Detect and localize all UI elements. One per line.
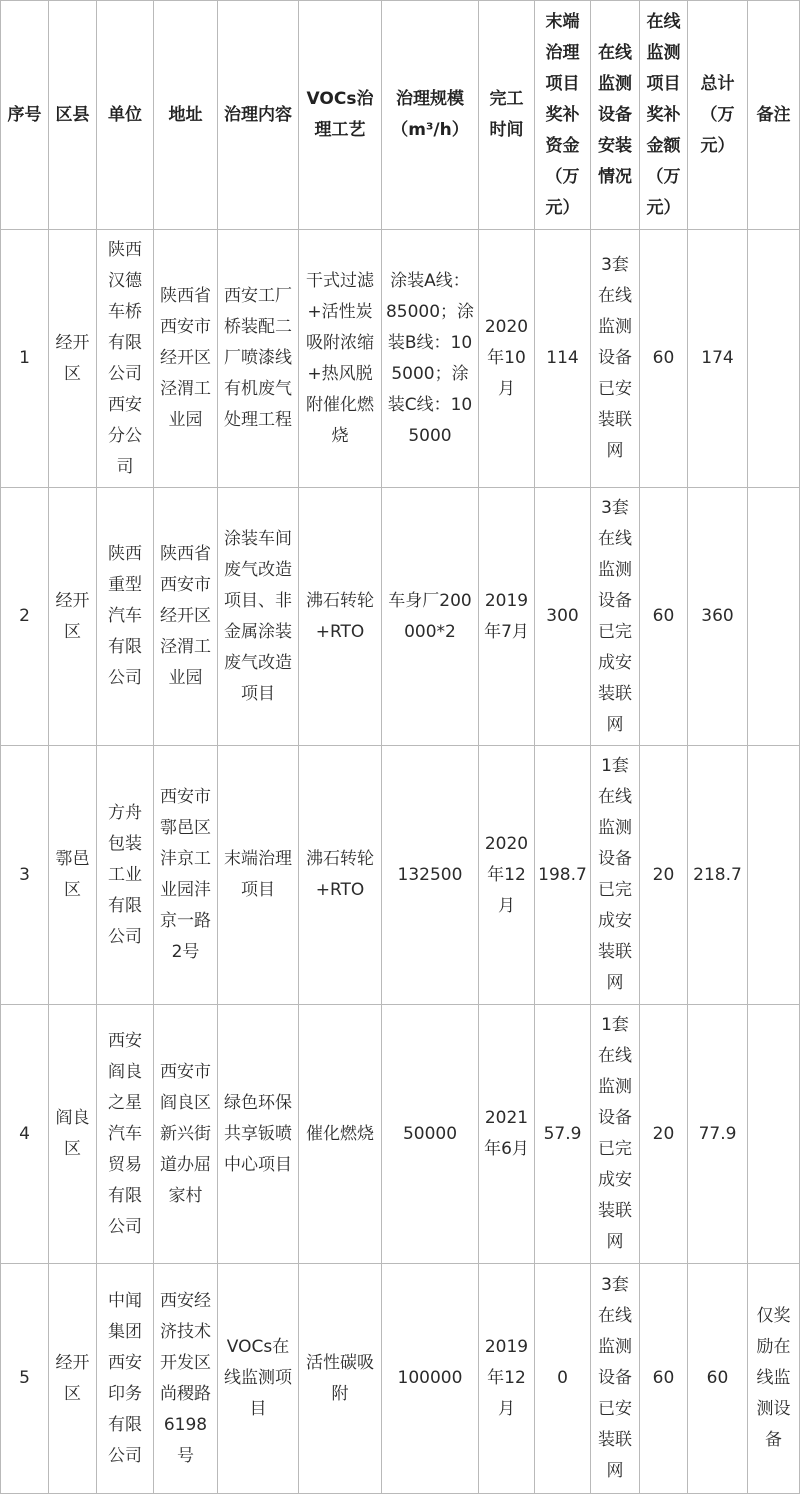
cell-process: 活性碳吸附 bbox=[299, 1264, 382, 1494]
cell-address: 西安市阎良区新兴街道办屈家村 bbox=[154, 1005, 218, 1264]
cell-company: 西安阎良之星汽车贸易有限公司 bbox=[97, 1005, 154, 1264]
cell-monitor: 3套在线监测设备已安装联网 bbox=[591, 1264, 640, 1494]
cell-district: 阎良区 bbox=[49, 1005, 97, 1264]
cell-time: 2021年6月 bbox=[479, 1005, 535, 1264]
header-cell-scale: 治理规模（m³/h） bbox=[382, 1, 479, 230]
cell-address: 陕西省西安市经开区泾渭工业园 bbox=[154, 488, 218, 746]
table-row bbox=[1, 746, 800, 1005]
cell-note bbox=[748, 230, 800, 488]
cell-monitor-amount: 60 bbox=[640, 230, 688, 488]
cell-subsidy: 300 bbox=[535, 488, 591, 746]
cell-content: 西安工厂桥装配二厂喷漆线有机废气处理工程 bbox=[218, 230, 299, 488]
cell-monitor: 1套在线监测设备已完成安装联网 bbox=[591, 746, 640, 1005]
cell-monitor: 1套在线监测设备已完成安装联网 bbox=[591, 1005, 640, 1264]
header-cell-address: 地址 bbox=[154, 1, 218, 230]
table-row bbox=[1, 1264, 800, 1494]
cell-address: 西安经济技术开发区尚稷路6198号 bbox=[154, 1264, 218, 1494]
cell-monitor: 3套在线监测设备已完成安装联网 bbox=[591, 488, 640, 746]
cell-no: 4 bbox=[1, 1005, 49, 1264]
header-cell-monitor: 在线监测设备安装情况 bbox=[591, 1, 640, 230]
cell-district: 鄠邑区 bbox=[49, 746, 97, 1005]
cell-subsidy: 198.7 bbox=[535, 746, 591, 1005]
cell-monitor: 3套在线监测设备已安装联网 bbox=[591, 230, 640, 488]
cell-note bbox=[748, 746, 800, 1005]
cell-subsidy: 114 bbox=[535, 230, 591, 488]
cell-company: 中闻集团西安印务有限公司 bbox=[97, 1264, 154, 1494]
header-cell-district: 区县 bbox=[49, 1, 97, 230]
cell-process: 沸石转轮+RTO bbox=[299, 746, 382, 1005]
cell-no: 2 bbox=[1, 488, 49, 746]
header-cell-content: 治理内容 bbox=[218, 1, 299, 230]
cell-monitor-amount: 60 bbox=[640, 488, 688, 746]
cell-process: 沸石转轮+RTO bbox=[299, 488, 382, 746]
table-row bbox=[1, 230, 800, 488]
cell-district: 经开区 bbox=[49, 230, 97, 488]
cell-process: 催化燃烧 bbox=[299, 1005, 382, 1264]
cell-time: 2020年10月 bbox=[479, 230, 535, 488]
cell-process: 干式过滤+活性炭吸附浓缩+热风脱附催化燃烧 bbox=[299, 230, 382, 488]
cell-company: 陕西重型汽车有限公司 bbox=[97, 488, 154, 746]
cell-company: 陕西汉德车桥有限公司西安分公司 bbox=[97, 230, 154, 488]
cell-time: 2019年7月 bbox=[479, 488, 535, 746]
cell-address: 陕西省西安市经开区泾渭工业园 bbox=[154, 230, 218, 488]
cell-total: 60 bbox=[688, 1264, 748, 1494]
cell-time: 2019年12月 bbox=[479, 1264, 535, 1494]
header-row bbox=[1, 1, 800, 230]
cell-monitor-amount: 20 bbox=[640, 1005, 688, 1264]
header-cell-process: VOCs治理工艺 bbox=[299, 1, 382, 230]
cell-district: 经开区 bbox=[49, 488, 97, 746]
header-cell-monitor-amount: 在线监测项目奖补金额（万元） bbox=[640, 1, 688, 230]
header-cell-total: 总计（万元） bbox=[688, 1, 748, 230]
cell-scale: 涂装A线：85000；涂装B线：105000；涂装C线：105000 bbox=[382, 230, 479, 488]
cell-scale: 车身厂200000*2 bbox=[382, 488, 479, 746]
cell-no: 1 bbox=[1, 230, 49, 488]
cell-scale: 50000 bbox=[382, 1005, 479, 1264]
cell-note: 仅奖励在线监测设备 bbox=[748, 1264, 800, 1494]
cell-time: 2020年12月 bbox=[479, 746, 535, 1005]
cell-content: 涂装车间废气改造项目、非金属涂装废气改造项目 bbox=[218, 488, 299, 746]
table-row bbox=[1, 1005, 800, 1264]
header-cell-subsidy: 末端治理项目奖补资金（万元） bbox=[535, 1, 591, 230]
cell-monitor-amount: 60 bbox=[640, 1264, 688, 1494]
cell-note bbox=[748, 488, 800, 746]
cell-scale: 132500 bbox=[382, 746, 479, 1005]
cell-address: 西安市鄠邑区沣京工业园沣京一路2号 bbox=[154, 746, 218, 1005]
header-cell-time: 完工时间 bbox=[479, 1, 535, 230]
cell-monitor-amount: 20 bbox=[640, 746, 688, 1005]
header-cell-no: 序号 bbox=[1, 1, 49, 230]
cell-total: 218.7 bbox=[688, 746, 748, 1005]
cell-company: 方舟包装工业有限公司 bbox=[97, 746, 154, 1005]
cell-subsidy: 57.9 bbox=[535, 1005, 591, 1264]
cell-district: 经开区 bbox=[49, 1264, 97, 1494]
cell-total: 77.9 bbox=[688, 1005, 748, 1264]
cell-total: 174 bbox=[688, 230, 748, 488]
header-cell-company: 单位 bbox=[97, 1, 154, 230]
cell-no: 3 bbox=[1, 746, 49, 1005]
cell-content: 绿色环保共享钣喷中心项目 bbox=[218, 1005, 299, 1264]
table-row bbox=[1, 488, 800, 746]
cell-subsidy: 0 bbox=[535, 1264, 591, 1494]
cell-content: VOCs在线监测项目 bbox=[218, 1264, 299, 1494]
cell-note bbox=[748, 1005, 800, 1264]
cell-scale: 100000 bbox=[382, 1264, 479, 1494]
cell-content: 末端治理项目 bbox=[218, 746, 299, 1005]
cell-no: 5 bbox=[1, 1264, 49, 1494]
cell-total: 360 bbox=[688, 488, 748, 746]
header-cell-note: 备注 bbox=[748, 1, 800, 230]
